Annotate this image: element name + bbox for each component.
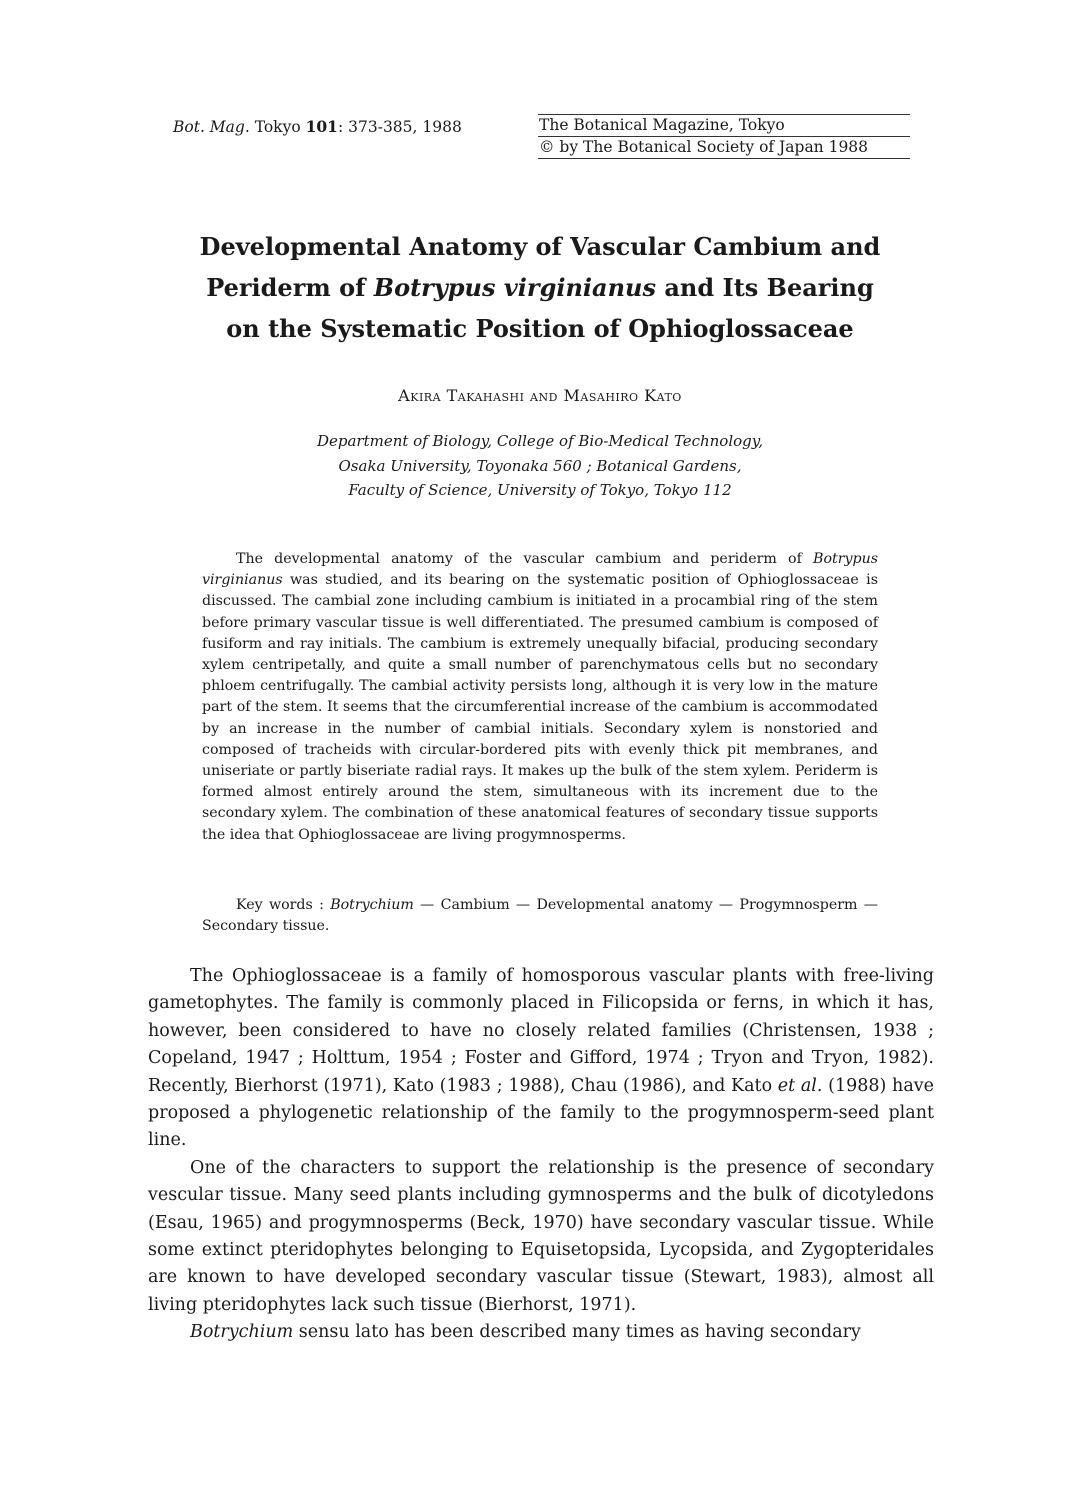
publisher-box	[538, 114, 910, 159]
affiliation: Department of Biology, College of Bio-Medical Technology, Osaka University, Toyonaka 560 ; Botanical Gardens, Faculty of Science, University of Tokyo, Tokyo 112	[316, 432, 764, 499]
abstract: The developmental anatomy of the vascular cambium and periderm of Botrypus virginianus was studied, and its bearing on the systematic position of Ophioglossaceae is discussed. The cambial zone including cambium is initiated in a procambial ring of the stem before primary vascular tissue is well differentiated. The presumed cambium is composed of fusiform and ray initials. The cambium is extremely unequally bifacial, producing secondary xylem centripetally, and quite a small number of parenchymatous cells but no secondary phloem centrifugally. The cambial activity persists long, although it is very low in the mature part of the stem. It seems that the circumferential increase of the cambium is accommodated by an increase in the number of cambial initials. Secondary xylem is nonstoried and composed of tracheids with circular-bordered pits with evenly thick pit membranes, and uniseriate or partly biseriate radial rays. It makes up the bulk of the stem xylem. Periderm is formed almost entirely around the stem, simultaneous with its increment due to the secondary xylem. The combination of these anatomical features of secondary tissue supports the idea that Ophioglossaceae are living progymnosperms.	[202, 551, 878, 843]
keywords: Key words : Botrychium — Cambium — Developmental anatomy — Progymnosperm — Secondary tissue.	[202, 897, 878, 935]
paper-title	[80, 226, 1000, 349]
title-line-1: Developmental Anatomy of Vascular Cambium and	[199, 232, 881, 261]
paragraph-2: One of the characters to support the relationship is the presence of secondary vescular tissue. Many seed plants including gymnosperms and the bulk of dicotyledons (Esau, 1965) and progymnosperms (Beck, 1970) have secondary vascular tissue. While some extinct pteridophytes belonging to Equisetopsida, Lycopsida, and Zygopteridales are known to have developed secondary vascular tissue (Stewart, 1983), almost all living pteridophytes lack such tissue (Bierhorst, 1971).	[148, 1157, 934, 1315]
body-text	[148, 963, 934, 1347]
publisher-line-2: © by The Botanical Society of Japan 1988	[538, 137, 910, 159]
journal-pages: : 373-385, 1988	[337, 118, 462, 136]
author-2: Masahiro Kato	[563, 386, 682, 405]
author-1: Akira Takahashi	[398, 386, 525, 405]
paragraph-3: Botrychium sensu lato has been described many times as having secondary	[190, 1322, 861, 1343]
journal-citation	[173, 117, 462, 136]
title-species: Botrypus virginianus	[373, 273, 656, 302]
authors: Akira Takahashi and Masahiro Kato	[398, 386, 682, 405]
title-line-2: Periderm of Botrypus virginianus and Its Bearing	[206, 273, 874, 302]
journal-city: Tokyo	[254, 118, 301, 136]
publisher-line-1: The Botanical Magazine, Tokyo	[538, 114, 910, 137]
title-line-3: on the Systematic Position of Ophioglossaceae	[226, 314, 854, 343]
paragraph-1: The Ophioglossaceae is a family of homosporous vascular plants with free-living gametophytes. The family is commonly placed in Filicopsida or ferns, in which it has, however, been considered to have no closely related families (Christensen, 1938 ; Copeland, 1947 ; Holttum, 1954 ; Foster and Gifford, 1974 ; Tryon and Tryon, 1982). Recently, Bierhorst (1971), Kato (1983 ; 1988), Chau (1986), and Kato et al. (1988) have proposed a phylogenetic relationship of the family to the progymnosperm-seed plant line.	[148, 966, 935, 1151]
journal-volume: 101	[305, 117, 338, 136]
journal-name: Bot. Mag.	[173, 118, 250, 136]
